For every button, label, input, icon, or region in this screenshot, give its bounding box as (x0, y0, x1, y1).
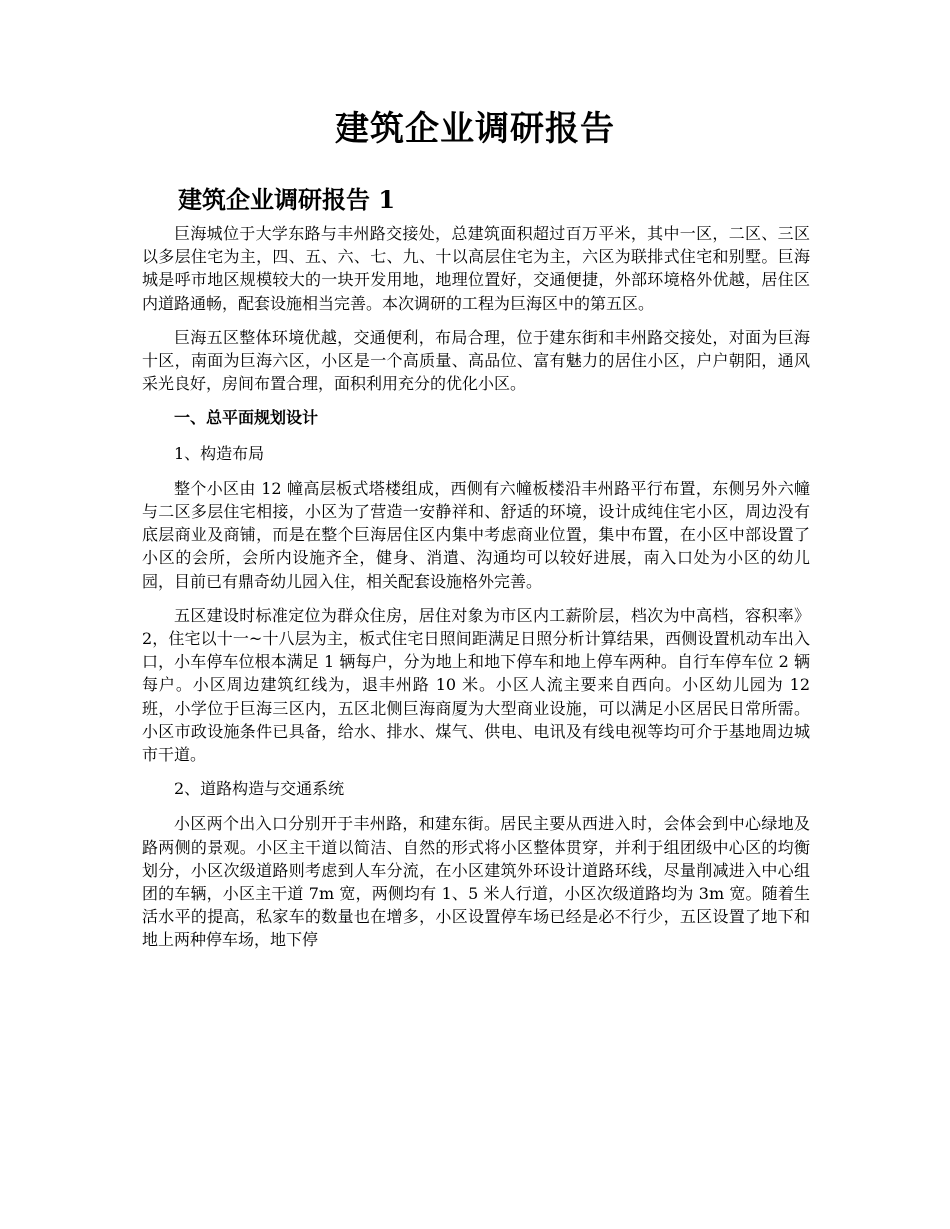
paragraph: 巨海城位于大学东路与丰州路交接处，总建筑面积超过百万平米，其中一区，二区、三区以多层住宅为主，四、五、六、七、九、十以高层住宅为主，六区为联排式住宅和别墅。巨海城是呼市地区规模较大的一块开发用地，地理位置好，交通便捷，外部环境格外优越，居住区内道路通畅，配套设施相当完善。本次调研的工程为巨海区中的第五区。 (142, 224, 810, 313)
paragraph: 巨海五区整体环境优越，交通便利，布局合理，位于建东街和丰州路交接处，对面为巨海十区，南面为巨海六区，小区是一个高质量、高品位、富有魅力的居住小区，户户朝阳，通风采光良好，房间布置合理，面积利用充分的优化小区。 (142, 327, 810, 394)
document-body (142, 222, 810, 963)
subheading-road-traffic: 2、道路构造与交通系统 (174, 779, 345, 799)
section-title: 建筑企业调研报告 1 (178, 184, 396, 214)
subheading-master-plan: 一、总平面规划设计 (174, 408, 319, 428)
paragraph: 小区两个出入口分别开于丰州路，和建东街。居民主要从西进入时，会体会到中心绿地及路两侧的景观。小区主干道以简洁、自然的形式将小区整体贯穿，并利于组团级中心区的均衡划分，小区次级道路则考虑到人车分流，在小区建筑外环设计道路环线，尽量削减进入中心组团的车辆，小区主干道 7m 宽，两侧均有 1、5 米人行道，小区次级道路均为 3m 宽。随着生活水平的提高，私家车的数量也在增多，小区设置停车场已经是必不行少，五区设置了地下和地上两种停车场，地下停 (142, 814, 810, 950)
document-title: 建筑企业调研报告 (335, 108, 615, 149)
paragraph: 整个小区由 12 幢高层板式塔楼组成，西侧有六幢板楼沿丰州路平行布置，东侧另外六幢与二区多层住宅相接，小区为了营造一安静祥和、舒适的环境，设计成纯住宅小区，周边没有底层商业及商铺，而是在整个巨海居住区内集中考虑商业位置，集中布置，在小区中部设置了小区的会所，会所内设施齐全，健身、消遣、沟通均可以较好进展，南入口处为小区的幼儿园，目前已有鼎奇幼儿园入住，相关配套设施格外完善。 (142, 478, 810, 591)
subheading-structure-layout: 1、构造布局 (174, 443, 265, 463)
paragraph: 五区建设时标准定位为群众住房，居住对象为市区内工薪阶层，档次为中高档，容积率》2，住宅以十一~十八层为主，板式住宅日照间距满足日照分析计算结果，西侧设置机动车出入口，小车停车位根本满足 1 辆每户，分为地上和地下停车和地上停车两种。自行车停车位 2 辆每户。小区周边建筑红线为，退丰州路 10 米。小区人流主要来自西向。小区幼儿园为 12 班，小学位于巨海三区内，五区北侧巨海商厦为大型商业设施，可以满足小区居民日常所需。小区市政设施条件已具备，给水、排水、煤气、供电、电讯及有线电视等均可介于基地周边城市干道。 (142, 605, 810, 765)
